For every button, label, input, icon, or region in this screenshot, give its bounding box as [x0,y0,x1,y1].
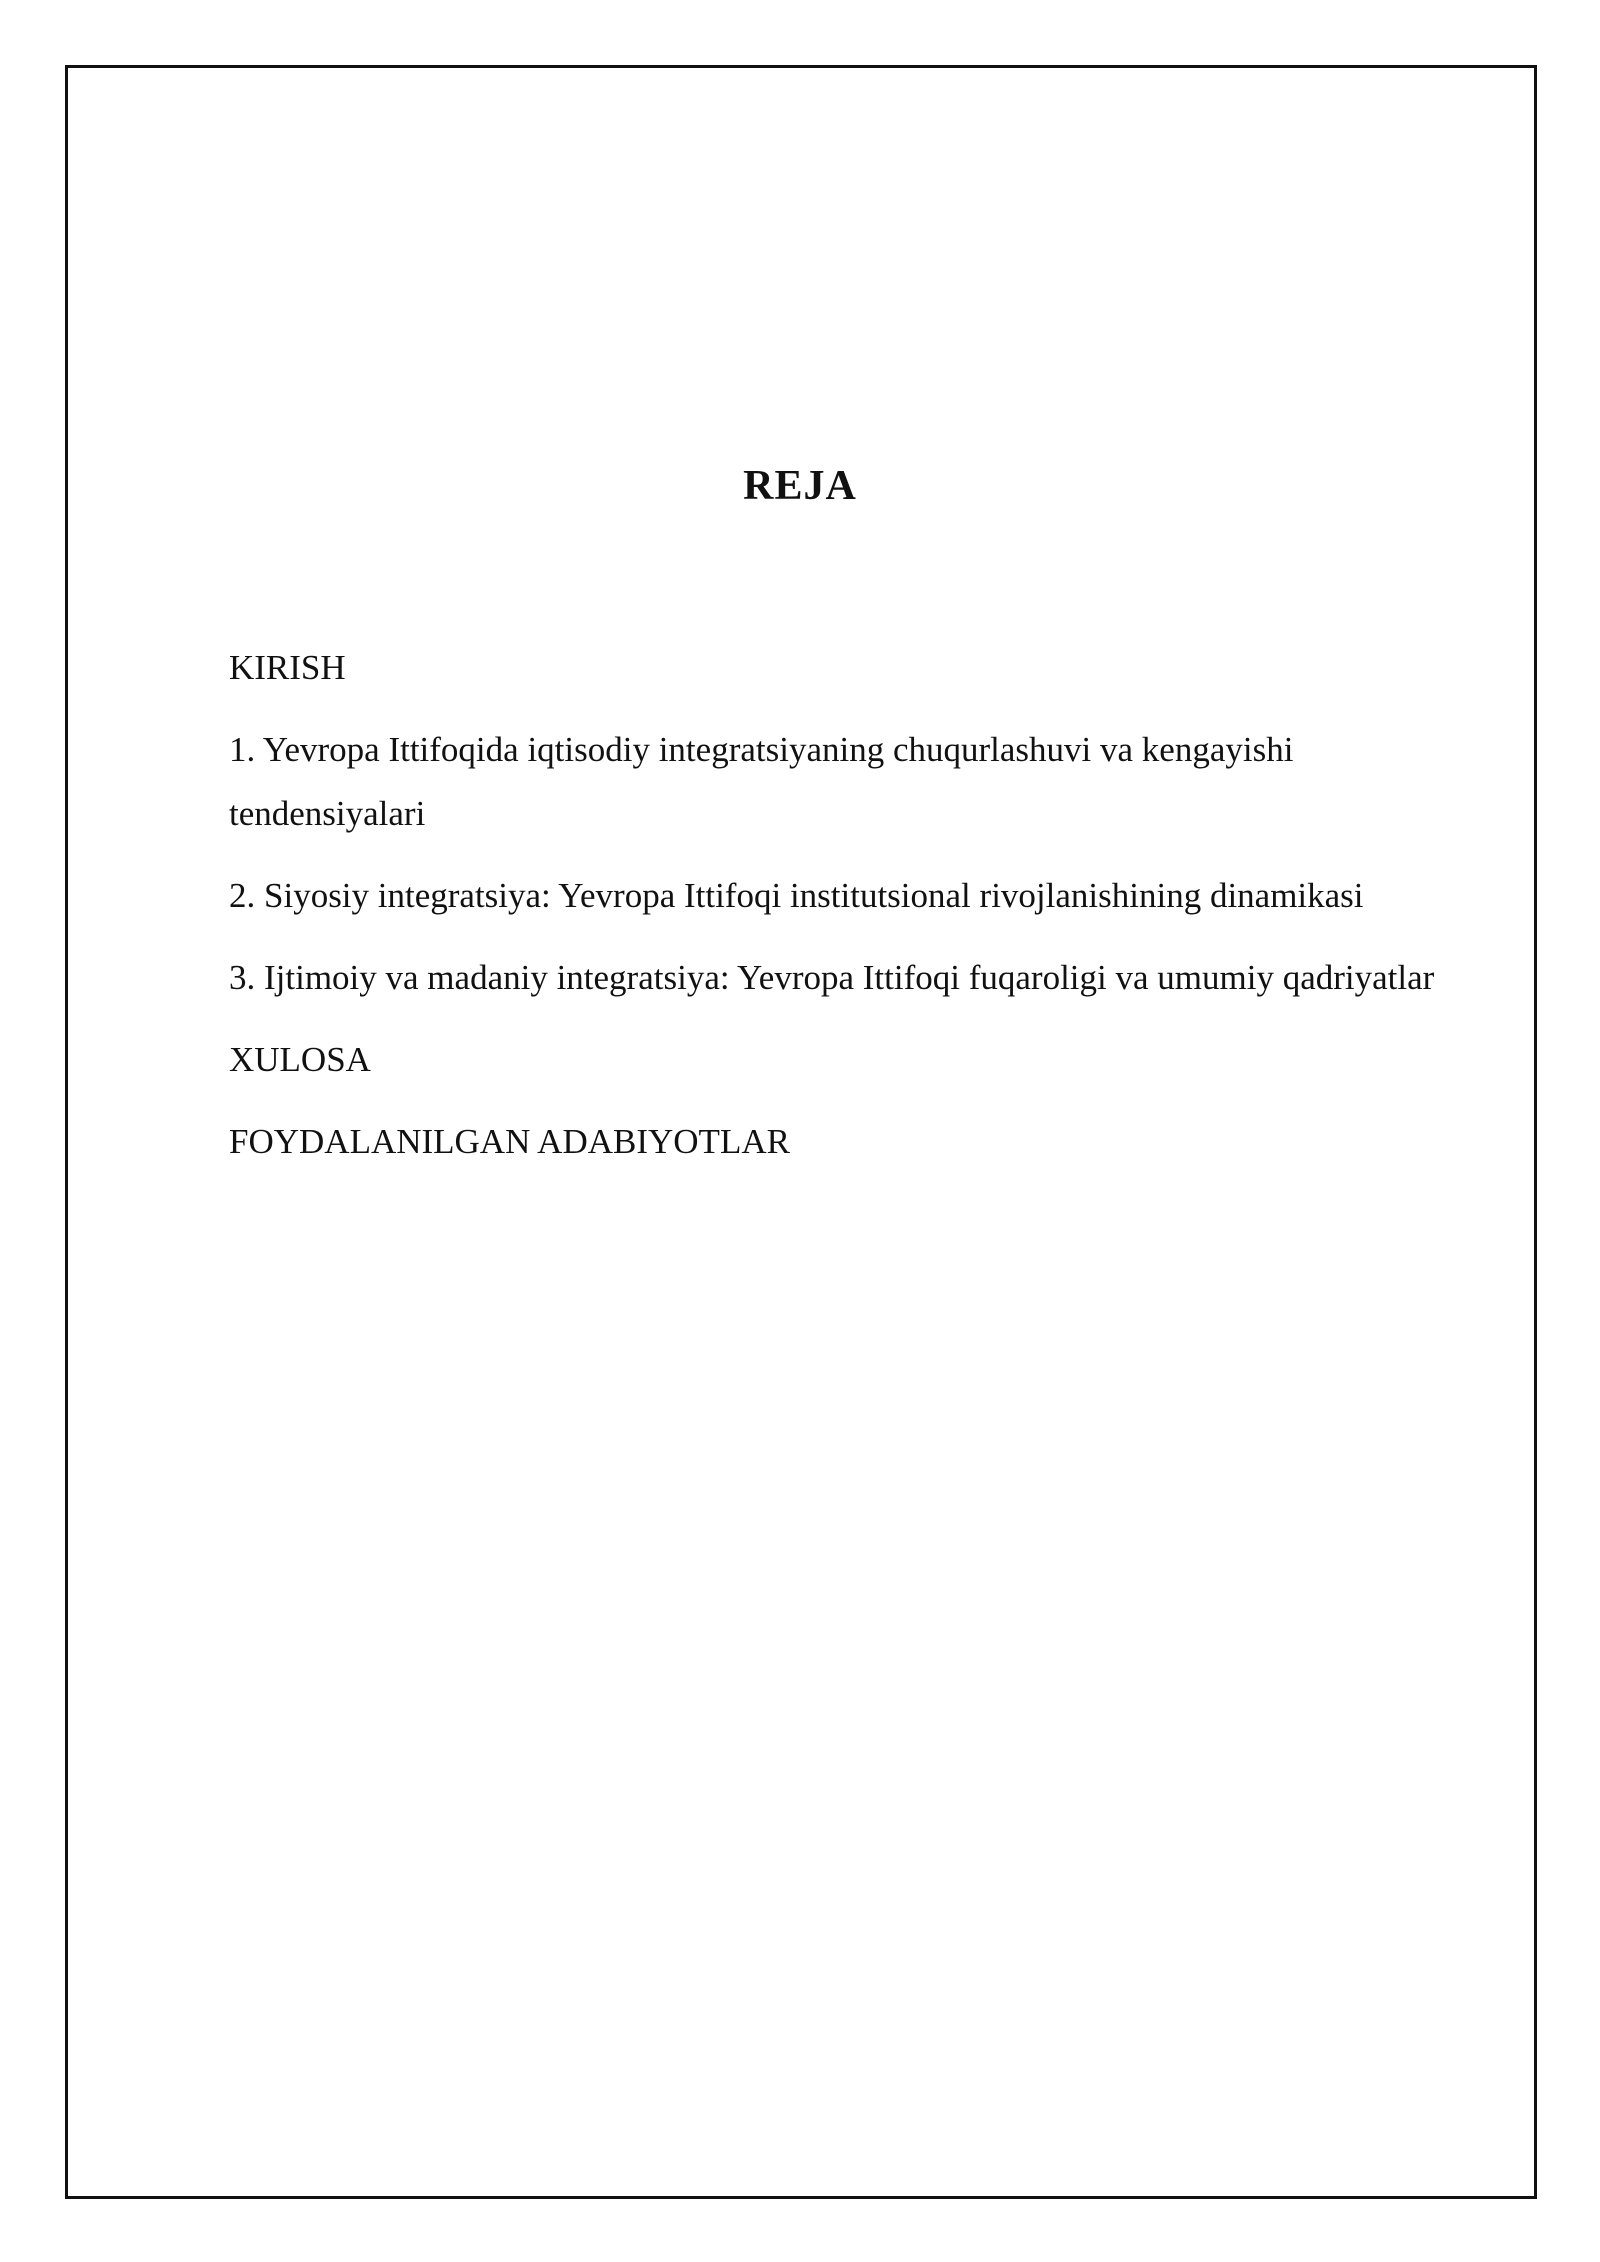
plan-item-introduction: KIRISH [229,648,346,687]
plan-list [229,636,1479,1192]
plan-item-conclusion: XULOSA [229,1040,371,1079]
plan-item-references: FOYDALANILGAN ADABIYOTLAR [229,1122,790,1161]
plan-item-social-cultural-integration: 3. Ijtimoiy va madaniy integratsiya: Yevropa Ittifoqi fuqaroligi va umumiy qadriyatlar [229,958,1435,997]
plan-item-economic-integration: 1. Yevropa Ittifoqida iqtisodiy integratsiyaning chuqurlashuvi va kengayishi tendensiyalari [229,730,1294,833]
plan-item-political-integration: 2. Siyosiy integratsiya: Yevropa Ittifoqi institutsional rivojlanishining dinamikasi [229,876,1364,915]
page-title: REJA [743,463,857,509]
